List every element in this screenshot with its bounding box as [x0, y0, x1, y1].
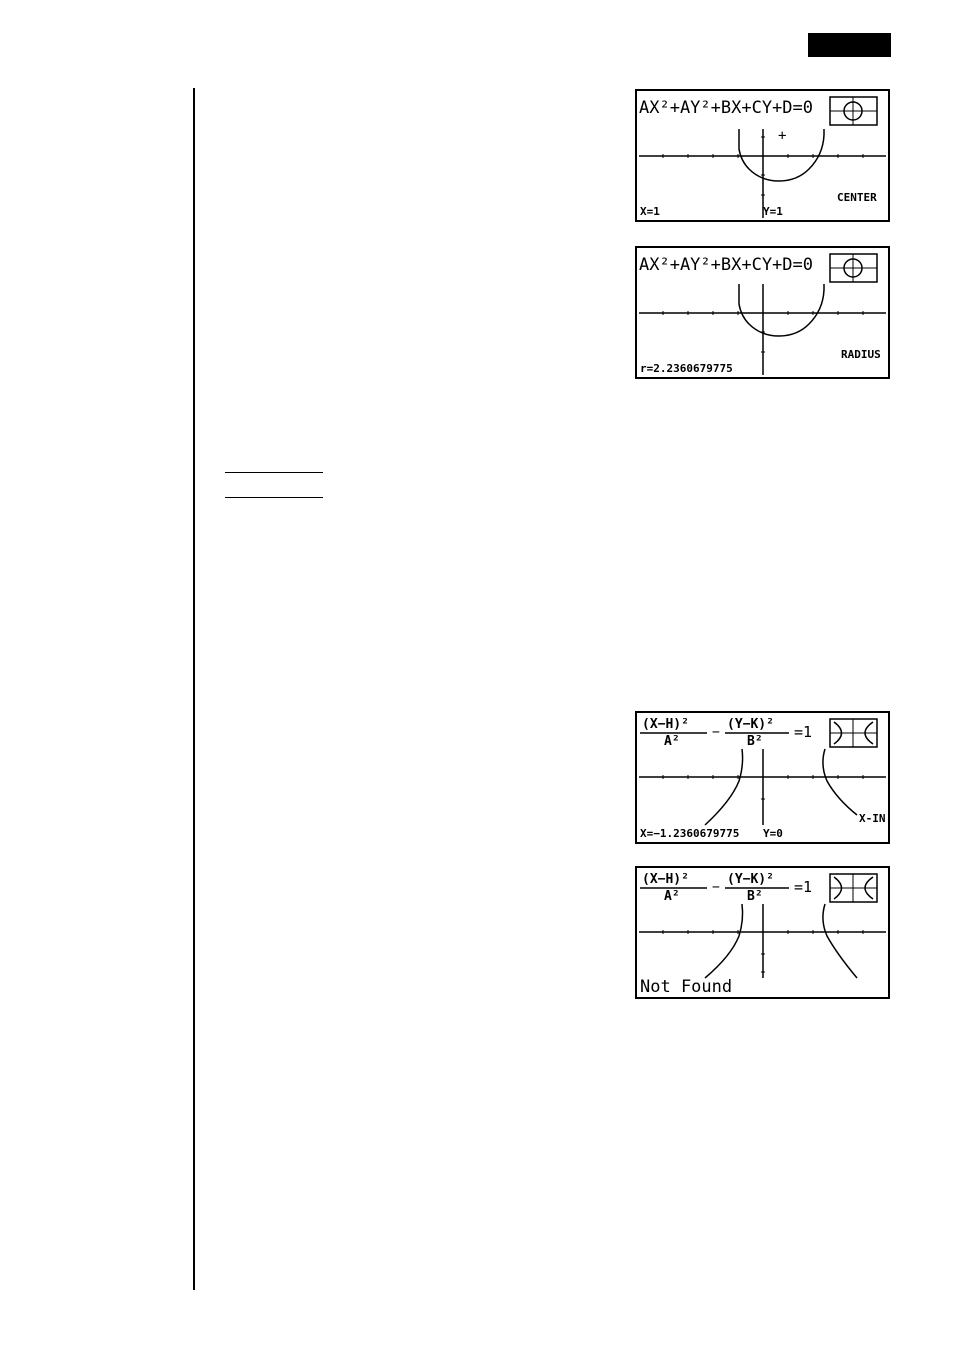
note-rule-top: [225, 472, 323, 473]
denominator-1: A²: [664, 889, 680, 904]
minus-sign: −: [712, 880, 720, 895]
center-marker: +: [778, 128, 787, 144]
x-readout: X=1: [640, 205, 660, 218]
y-readout: Y=1: [763, 205, 783, 218]
denominator-2: B²: [747, 889, 763, 904]
equation-label: AX²+AY²+BX+CY+D=0: [639, 255, 813, 275]
denominator-2: B²: [747, 734, 763, 749]
margin-rule: [193, 88, 195, 1290]
denominator-1: A²: [664, 734, 680, 749]
circle-graph-icon: [830, 254, 877, 282]
circle-graph-icon: [830, 97, 877, 125]
not-found-message: Not Found: [640, 977, 733, 997]
calculator-screen-circle-center: [635, 89, 890, 222]
note-rule-bottom: [225, 497, 323, 498]
numerator-1: (X−H)²: [642, 717, 689, 732]
radius-readout: r=2.2360679775: [640, 362, 733, 375]
y-readout: Y=0: [763, 827, 783, 840]
mode-label: X-IN: [859, 812, 886, 825]
numerator-1: (X−H)²: [642, 872, 689, 887]
x-readout: X=−1.2360679775: [640, 827, 740, 840]
hyperbola-graph-icon: [830, 719, 877, 747]
mode-label: RADIUS: [841, 348, 881, 361]
minus-sign: −: [712, 725, 720, 740]
hyperbola-xint-graph: [637, 713, 888, 842]
mode-label: CENTER: [837, 191, 877, 204]
equals-one: =1: [794, 723, 813, 741]
calculator-screen-circle-radius: [635, 246, 890, 379]
chapter-tab: [808, 33, 891, 57]
numerator-2: (Y−K)²: [727, 872, 774, 887]
numerator-2: (Y−K)²: [727, 717, 774, 732]
hyperbola-graph-icon: [830, 874, 877, 902]
equals-one: =1: [794, 878, 813, 896]
calculator-screen-hyperbola-notfound: [635, 866, 890, 999]
calculator-screen-hyperbola-xint: [635, 711, 890, 844]
equation-label: AX²+AY²+BX+CY+D=0: [639, 98, 813, 118]
